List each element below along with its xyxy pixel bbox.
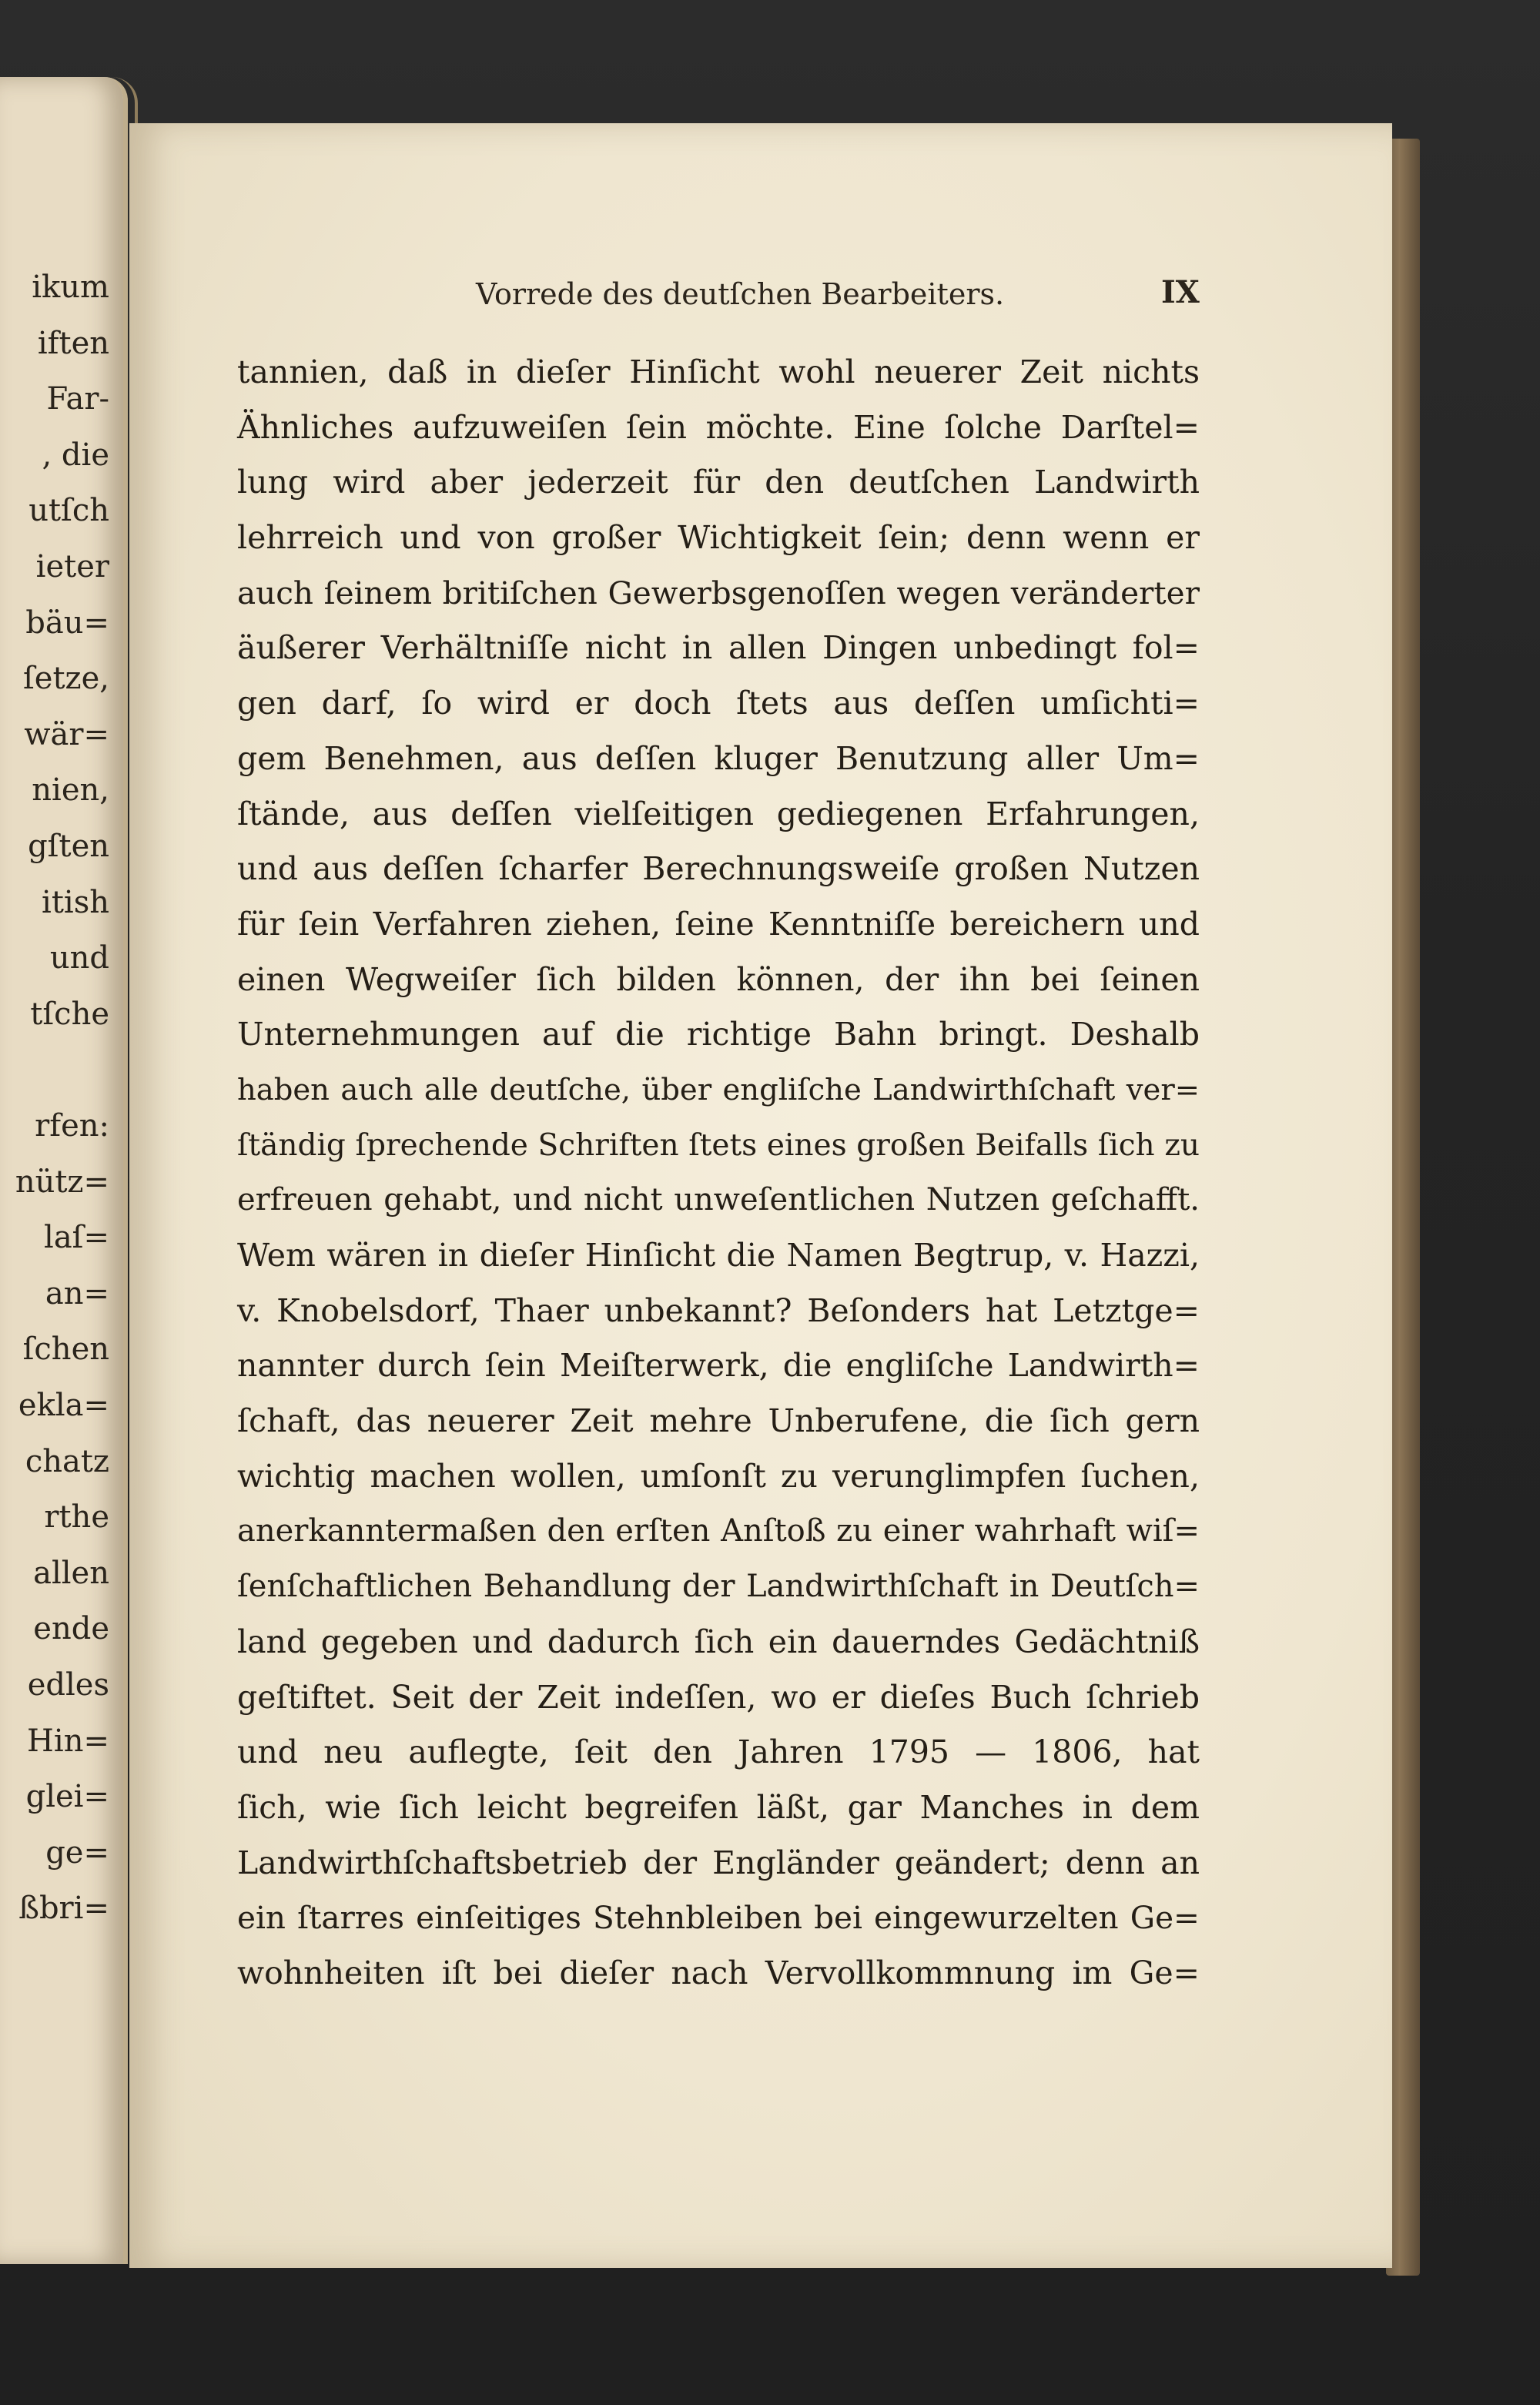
running-title: Vorrede des deutſchen Bearbeiters. xyxy=(476,277,1005,311)
left-page-line: an= xyxy=(45,1275,109,1311)
text-line: Landwirthſchaftsbetrieb der Engländer geändert; denn an xyxy=(237,1844,1200,1881)
text-line: lung wird aber jederzeit für den deutſchen Landwirth xyxy=(237,464,1200,501)
text-line: ſtändig ſprechende Schriften ſtets eines großen Beifalls ſich zu xyxy=(237,1127,1200,1163)
left-page-line: Hin= xyxy=(27,1723,109,1759)
page-number: IX xyxy=(1161,274,1200,310)
left-page-line: ekla= xyxy=(18,1388,109,1423)
left-page-line: ßbri= xyxy=(18,1891,109,1927)
left-page-line: chatz xyxy=(25,1443,109,1479)
left-page-line: ikum xyxy=(32,270,109,305)
left-page-line: ſchen xyxy=(22,1331,109,1368)
text-line: ſenſchaftlichen Behandlung der Landwirthſchaft in Deutſch= xyxy=(237,1569,1200,1605)
left-page-line: bäu= xyxy=(25,605,109,641)
text-line: anerkanntermaßen den erſten Anſtoß zu einer wahrhaft wiſ= xyxy=(237,1513,1200,1549)
left-page-line: ſetze, xyxy=(22,661,109,697)
text-line: gen darf, ſo wird er doch ſtets aus deſſen umſichti= xyxy=(237,685,1200,722)
text-line: einen Wegweiſer ſich bilden können, der ihn bei ſeinen xyxy=(237,960,1200,998)
left-page-line: wär= xyxy=(24,716,109,752)
text-line: ſchaft, das neuerer Zeit mehre Unberufene, die ſich gern xyxy=(237,1402,1200,1440)
left-page-line: nien, xyxy=(32,772,109,809)
text-line: tannien, daß in dieſer Hinſicht wohl neuerer Zeit nichts xyxy=(237,353,1200,390)
text-line: nannter durch ſein Meiſterwerk, die engliſche Landwirth= xyxy=(237,1347,1200,1385)
text-line: für ſein Verfahren ziehen, ſeine Kenntniſſe bereichern und xyxy=(237,905,1200,943)
text-line: lehrreich und von großer Wichtigkeit ſein; denn wenn er xyxy=(237,519,1200,557)
left-page-line: allen xyxy=(33,1555,109,1591)
text-line: haben auch alle deutſche, über engliſche Landwirthſchaft ver= xyxy=(237,1072,1200,1107)
text-line: ſich, wie ſich leicht begreifen läßt, gar Manches in dem xyxy=(237,1788,1200,1826)
left-page-line: ieter xyxy=(35,549,109,585)
body-text xyxy=(237,345,1200,2001)
left-page-line: iften xyxy=(37,325,109,361)
page-header xyxy=(129,274,1392,323)
text-line: wohnheiten iſt bei dieſer nach Vervollkommnung im Ge= xyxy=(237,1954,1200,1991)
text-line: Wem wären in dieſer Hinſicht die Namen Begtrup, v. Hazzi, xyxy=(237,1237,1200,1274)
left-page-line: glei= xyxy=(25,1779,109,1815)
left-page-line: nütz= xyxy=(15,1164,109,1200)
left-page-line: Far- xyxy=(46,381,109,417)
text-line: Ähnliches aufzuweiſen ſein möchte. Eine ſolche Darſtel= xyxy=(237,408,1200,446)
text-line: ſtände, aus deſſen vielſeitigen gediegenen Erfahrungen, xyxy=(237,795,1200,832)
left-page-line: ge= xyxy=(45,1834,109,1871)
left-page-fragment xyxy=(0,77,128,2264)
text-line: erfreuen gehabt, und nicht unweſentlichen Nutzen geſchafft. xyxy=(237,1182,1200,1218)
left-page-line: rfen: xyxy=(35,1108,109,1144)
text-line: gem Benehmen, aus deſſen kluger Benutzung aller Um= xyxy=(237,739,1200,777)
text-line: v. Knobelsdorf, Thaer unbekannt? Beſonders hat Letztge= xyxy=(237,1291,1200,1329)
text-line: äußerer Verhältniſſe nicht in allen Dingen unbedingt fol= xyxy=(237,629,1200,667)
left-page-line: ende xyxy=(33,1611,109,1647)
left-page-line: utſch xyxy=(28,493,109,529)
left-page-line: laſ= xyxy=(44,1220,109,1256)
left-page-line: tſche xyxy=(30,996,109,1032)
left-page-line: rthe xyxy=(44,1499,109,1536)
left-page-line: gſten xyxy=(28,829,109,864)
text-line: Unternehmungen auf die richtige Bahn bringt. Deshalb xyxy=(237,1016,1200,1053)
page-ix xyxy=(129,123,1392,2268)
left-page-line: , die xyxy=(42,437,109,473)
text-line: auch ſeinem britiſchen Gewerbsgenoſſen wegen veränderter xyxy=(237,574,1200,611)
left-page-line: itish xyxy=(42,884,109,920)
text-line: wichtig machen wollen, umſonſt zu verunglimpfen ſuchen, xyxy=(237,1457,1200,1495)
text-line: und neu auflegte, ſeit den Jahren 1795 — 1806, hat xyxy=(237,1733,1200,1771)
text-line: und aus deſſen ſcharfer Berechnungsweiſe großen Nutzen xyxy=(237,850,1200,888)
text-line: land gegeben und dadurch ſich ein dauerndes Gedächtniß xyxy=(237,1623,1200,1660)
text-line: geſtiftet. Seit der Zeit indeſſen, wo er dieſes Buch ſchrieb xyxy=(237,1678,1200,1716)
left-page-line: und xyxy=(49,940,109,976)
left-page-line: edles xyxy=(27,1667,109,1703)
text-line: ein ſtarres einſeitiges Stehnbleiben bei eingewurzelten Ge= xyxy=(237,1899,1200,1937)
